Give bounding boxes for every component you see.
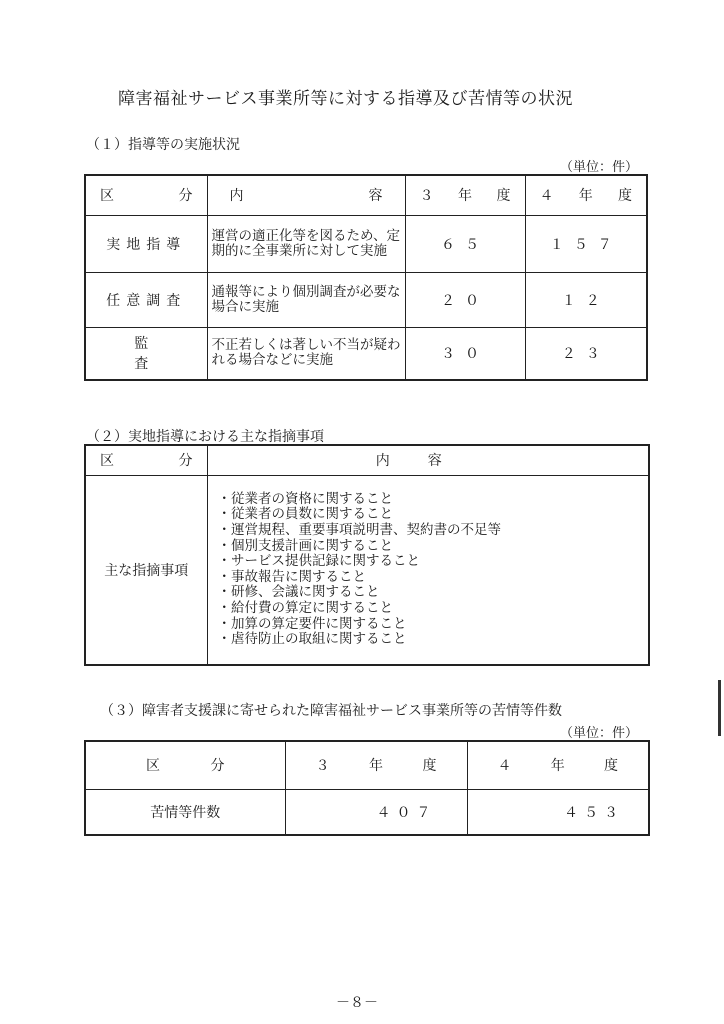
table-row [85,475,649,665]
table-header-row [85,445,649,475]
row-category: 監査 [85,327,207,380]
page-number: －８－ [336,995,378,1011]
list-item: ・ 虐待防止の取組に関すること [218,632,649,648]
section1-heading: （１）指導等の実施状況 [86,137,240,153]
guidance-table [84,174,648,381]
row-content: 不正若しくは著しい不当が疑われる場合などに実施 [207,327,405,380]
row-category: 主な指摘事項 [85,475,207,665]
row-content [207,475,649,665]
page-title: 障害福祉サービス事業所等に対する指導及び苦情等の状況 [118,89,573,109]
row-year3: ３０ [405,327,525,380]
header-year4: ４ 年 度 [467,741,649,789]
header-year4: ４ 年 度 [525,175,647,215]
list-item: ・ 従業者の資格に関すること [218,492,649,508]
section2-heading: （２）実地指導における主な指摘事項 [86,429,324,445]
header-category: 区 分 [85,741,285,789]
row-category: 苦情等件数 [85,789,285,835]
table-header-row [85,741,649,789]
row-content: 運営の適正化等を図るため、定期的に全事業所に対して実施 [207,215,405,272]
header-year3: ３ 年 度 [405,175,525,215]
findings-list [208,492,649,648]
row-category: 実地指導 [85,215,207,272]
header-year3: ３ 年 度 [285,741,467,789]
table-row [85,327,647,380]
list-item: ・ 従業者の員数に関すること [218,507,649,523]
header-category: 区 分 [85,175,207,215]
header-content: 内容 [207,445,649,475]
row-year4: １５７ [525,215,647,272]
section3-unit: （単位：件） [560,726,639,741]
row-year3: ６５ [405,215,525,272]
section3-heading: （３）障害者支援課に寄せられた障害福祉サービス事業所等の苦情等件数 [100,703,562,719]
findings-table [84,444,650,666]
row-year4: ４５３ [467,789,649,835]
row-year3: ２０ [405,272,525,327]
list-item: ・ 事故報告に関すること [218,570,649,586]
table-header-row [85,175,647,215]
row-year3: ４０７ [285,789,467,835]
header-category: 区 分 [85,445,207,475]
row-category: 任意調査 [85,272,207,327]
row-content: 通報等により個別調査が必要な場合に実施 [207,272,405,327]
table-row [85,215,647,272]
table-row [85,789,649,835]
complaints-table [84,740,650,836]
list-item: ・ 運営規程、重要事項説明書、契約書の不足等 [218,523,649,539]
row-year4: ２３ [525,327,647,380]
list-item: ・ サービス提供記録に関すること [218,554,649,570]
header-content: 内 容 [207,175,405,215]
list-item: ・ 給付費の算定に関すること [218,601,649,617]
list-item: ・ 加算の算定要件に関すること [218,617,649,633]
row-year4: １２ [525,272,647,327]
list-item: ・ 個別支援計画に関すること [218,539,649,555]
section1-unit: （単位：件） [560,160,639,175]
scan-edge-mark [718,680,721,736]
table-row [85,272,647,327]
list-item: ・ 研修、会議に関すること [218,585,649,601]
